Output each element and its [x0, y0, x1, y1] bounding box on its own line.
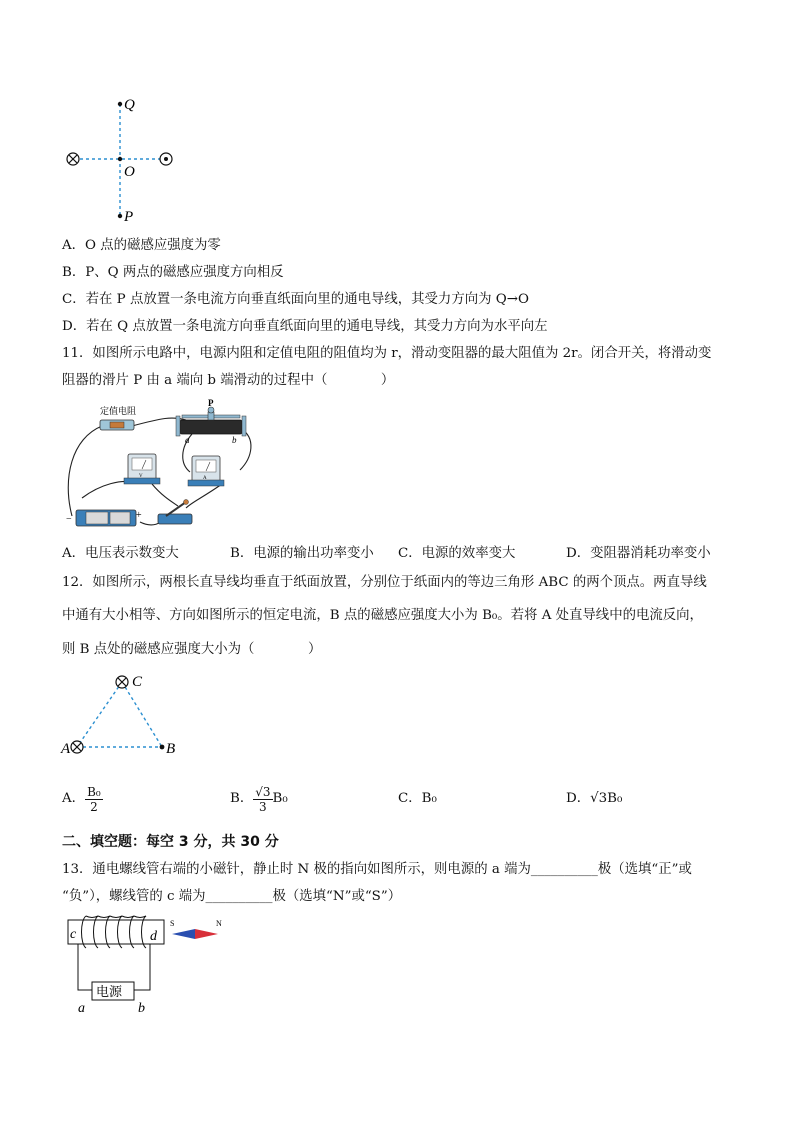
q12-stem-line1: 12．如图所示，两根长直导线均垂直于纸面放置，分别位于纸面内的等边三角形 ABC 的两个顶点。两直导线 — [62, 575, 707, 590]
label-a: a — [185, 435, 190, 445]
figure-q12-triangle — [60, 670, 190, 760]
cross-circle-icon — [116, 676, 128, 688]
q11-option-b[interactable]: B．电源的输出功率变小 — [230, 546, 374, 561]
fraction-b0-over-2 — [85, 785, 103, 814]
q10-option-c[interactable]: C．若在 P 点放置一条电流方向垂直纸面向里的通电导线，其受力方向为 Q→O — [62, 292, 529, 307]
q13-stem-line1: 13．通电螺线管右端的小磁针，静止时 N 极的指向如图所示，则电源的 a 端为__________极（选填“正”或 — [62, 862, 692, 877]
voltmeter — [124, 454, 160, 484]
q13-stem-line2: “负”），螺线管的 c 端为__________极（选填“N”或“S”） — [62, 889, 402, 904]
q12-option-b-suffix: B₀ — [272, 791, 288, 806]
label-a: a — [78, 1001, 85, 1016]
q12-stem-line2: 中通有大小相等、方向如图所示的恒定电流，B 点的磁感应强度大小为 B₀。若将 A 处直导线中的电流反向， — [62, 608, 703, 623]
label-n: N — [216, 919, 222, 928]
point-o — [118, 157, 122, 161]
figure-q13-solenoid — [64, 912, 244, 1016]
fraction-denominator: 3 — [259, 799, 267, 814]
q12-option-d[interactable]: D．√3B₀ — [566, 791, 623, 806]
figure-q10 — [58, 92, 188, 228]
point-b — [160, 745, 165, 750]
section-title: 二、填空题：每空 3 分，共 30 分 — [62, 834, 279, 850]
label-p: P — [124, 209, 134, 225]
label-b: b — [138, 1001, 145, 1016]
q12-option-c[interactable]: C．B₀ — [398, 791, 437, 806]
label-c: C — [132, 674, 143, 690]
label-v: V — [139, 474, 143, 479]
q10-option-b[interactable]: B．P、Q 两点的磁感应强度方向相反 — [62, 265, 284, 280]
cross-circle-icon — [71, 741, 83, 753]
q11-option-a[interactable]: A．电压表示数变大 — [62, 546, 179, 561]
q12-option-a-prefix: A． — [62, 791, 86, 806]
label-p: P — [208, 398, 214, 408]
figure-q11-circuit — [62, 398, 262, 534]
q10-option-d[interactable]: D．若在 Q 点放置一条电流方向垂直纸面向里的通电导线，其受力方向为水平向左 — [62, 319, 548, 334]
cross-circle-icon — [67, 153, 79, 165]
q10-option-a[interactable]: A．O 点的磁感应强度为零 — [62, 238, 221, 253]
label-minus: − — [66, 514, 72, 525]
switch — [158, 500, 192, 525]
label-amp: A — [203, 476, 207, 481]
label-s: S — [170, 919, 175, 928]
label-d: d — [150, 929, 157, 944]
q12-option-b-prefix: B． — [230, 791, 254, 806]
label-b: B — [166, 741, 176, 757]
fraction-denominator: 2 — [90, 799, 98, 814]
q12-option-a[interactable] — [62, 782, 103, 816]
q12-stem-line3: 则 B 点处的磁感应强度大小为（ ） — [62, 642, 322, 657]
fixed-resistor — [100, 405, 136, 430]
label-c: c — [70, 927, 77, 942]
label-a: A — [61, 741, 71, 757]
ammeter — [188, 456, 224, 486]
fraction-root3-over-3 — [253, 785, 272, 814]
battery — [66, 510, 142, 526]
q12-option-b[interactable] — [230, 782, 288, 816]
fraction-numerator: B₀ — [87, 784, 101, 799]
label-plus: + — [136, 510, 142, 521]
compass-needle — [170, 919, 222, 939]
fraction-numerator: √3 — [255, 784, 271, 799]
label-b: b — [232, 435, 237, 445]
q11-stem-line1: 11．如图所示电路中，电源内阻和定值电阻的阻值均为 r，滑动变阻器的最大阻值为 2r。闭合开关，将滑动变 — [62, 346, 712, 361]
q11-option-c[interactable]: C．电源的效率变大 — [398, 546, 516, 561]
dot-circle-icon — [160, 153, 172, 165]
rheostat — [176, 398, 246, 445]
point-q — [118, 102, 122, 106]
label-o: O — [124, 164, 135, 180]
q11-option-d[interactable]: D．变阻器消耗功率变小 — [566, 546, 711, 561]
q11-stem-line2: 阻器的滑片 P 由 a 端向 b 端滑动的过程中（ ） — [62, 373, 395, 388]
label-fixed-resistor: 定值电阻 — [100, 406, 137, 416]
point-p — [118, 214, 122, 218]
label-q: Q — [124, 97, 135, 113]
label-power-source: 电源 — [96, 984, 123, 999]
